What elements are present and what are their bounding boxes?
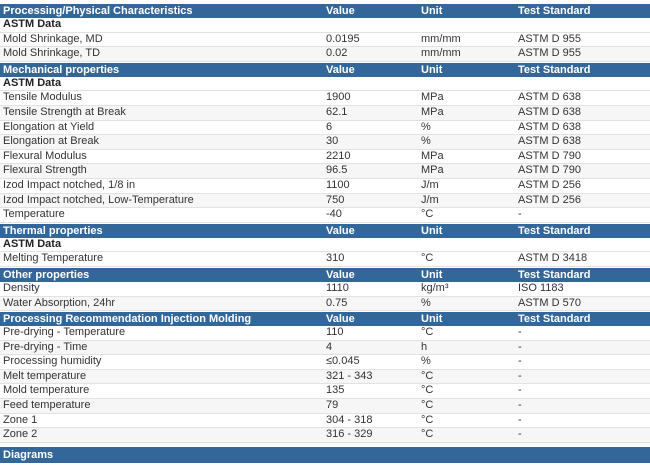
property-unit: °C (421, 369, 434, 382)
property-value: 1100 (326, 178, 350, 191)
property-name: Pre-drying - Time (3, 340, 88, 353)
property-name: Zone 1 (3, 413, 38, 426)
subheading: ASTM Data (0, 18, 650, 33)
property-unit: % (421, 135, 431, 148)
property-section (0, 311, 650, 443)
diagrams-title: Diagrams (3, 448, 54, 461)
property-unit: mm/mm (421, 32, 461, 45)
property-test-standard: ASTM D 570 (518, 296, 581, 309)
subheading: ASTM Data (0, 238, 650, 253)
property-name: Flexural Modulus (3, 149, 87, 162)
column-header-value: Value (326, 268, 355, 281)
property-test-standard: ASTM D 790 (518, 164, 581, 177)
property-name: Water Absorption, 24hr (3, 296, 116, 309)
table-row (0, 179, 650, 194)
table-row (0, 47, 650, 62)
column-header-test-standard: Test Standard (518, 313, 591, 326)
property-test-standard: - (518, 208, 522, 221)
property-unit: °C (421, 428, 434, 441)
property-section (0, 3, 650, 62)
property-unit: kg/m³ (421, 281, 449, 294)
property-test-standard: - (518, 326, 522, 339)
table-row (0, 355, 650, 370)
property-test-standard: - (518, 413, 522, 426)
property-name: Mold Shrinkage, TD (3, 47, 101, 60)
property-unit: % (421, 120, 431, 133)
property-name: Temperature (3, 208, 65, 221)
table-row (0, 370, 650, 385)
column-header-unit: Unit (421, 5, 443, 17)
column-header-value: Value (326, 224, 355, 237)
property-value: 2210 (326, 149, 351, 162)
property-test-standard: - (518, 428, 522, 441)
table-row (0, 414, 650, 429)
property-test-standard: - (518, 384, 522, 397)
table-row (0, 150, 650, 165)
property-value: -40 (326, 208, 342, 221)
property-unit: J/m (421, 178, 439, 191)
property-unit: °C (421, 384, 434, 397)
property-value: 316 - 329 (326, 428, 373, 441)
section-header (0, 62, 650, 77)
property-value: 110 (326, 326, 344, 339)
property-name: Izod Impact notched, 1/8 in (3, 178, 136, 191)
section-title: Processing Recommendation Injection Molding (3, 313, 252, 326)
property-value: 30 (326, 135, 339, 148)
property-unit: MPa (421, 105, 444, 118)
section-title: Thermal properties (3, 224, 103, 237)
property-value: 321 - 343 (326, 369, 373, 382)
property-name: Mold Shrinkage, MD (3, 32, 103, 45)
property-test-standard: ASTM D 955 (518, 47, 581, 60)
table-row (0, 194, 650, 209)
column-header-unit: Unit (421, 313, 443, 326)
table-row (0, 33, 650, 48)
property-value: 750 (326, 193, 345, 206)
property-test-standard: ASTM D 256 (518, 178, 581, 191)
section-title: Other properties (3, 268, 90, 281)
column-header-test-standard: Test Standard (518, 5, 591, 17)
property-name: Izod Impact notched, Low-Temperature (3, 193, 194, 206)
property-test-standard: ASTM D 638 (518, 135, 581, 148)
property-test-standard: ASTM D 638 (518, 120, 581, 133)
section-title: Mechanical properties (3, 63, 120, 76)
property-test-standard: ASTM D 3418 (518, 252, 588, 265)
section-header (0, 311, 650, 326)
column-header-unit: Unit (421, 268, 443, 281)
property-value: 1900 (326, 91, 351, 104)
diagrams-header[interactable] (0, 447, 650, 463)
property-name: Feed temperature (3, 399, 91, 412)
table-row (0, 297, 650, 312)
property-value: 6 (326, 120, 333, 133)
property-name: Elongation at Yield (3, 120, 95, 133)
property-test-standard: ASTM D 256 (518, 193, 581, 206)
property-value: 304 - 318 (326, 413, 373, 426)
property-value: 0.02 (326, 47, 348, 60)
property-name: Tensile Strength at Break (3, 105, 126, 118)
property-unit: % (421, 355, 431, 368)
property-unit: % (421, 296, 431, 309)
section-header (0, 3, 650, 18)
property-name: Melting Temperature (3, 252, 104, 265)
property-unit: °C (421, 399, 434, 412)
column-header-test-standard: Test Standard (518, 63, 591, 76)
property-name: Density (3, 281, 40, 294)
property-name: Flexural Strength (3, 164, 87, 177)
property-test-standard: ASTM D 638 (518, 91, 581, 104)
column-header-test-standard: Test Standard (518, 268, 591, 281)
property-name: Melt temperature (3, 369, 87, 382)
column-header-value: Value (326, 63, 355, 76)
table-row (0, 208, 650, 223)
table-row (0, 341, 650, 356)
property-test-standard: - (518, 340, 522, 353)
table-row (0, 252, 650, 267)
table-row (0, 399, 650, 414)
property-value: 4 (326, 340, 333, 353)
column-header-test-standard: Test Standard (518, 224, 591, 237)
table-row (0, 91, 650, 106)
property-unit: °C (421, 208, 434, 221)
property-section (0, 223, 650, 267)
section-header (0, 267, 650, 282)
table-row (0, 135, 650, 150)
column-header-unit: Unit (421, 63, 443, 76)
property-value: 79 (326, 399, 339, 412)
property-value: 135 (326, 384, 345, 397)
section-header (0, 223, 650, 238)
property-test-standard: ASTM D 790 (518, 149, 581, 162)
property-value: 96.5 (326, 164, 348, 177)
property-test-standard: ASTM D 638 (518, 105, 581, 118)
property-value: 0.75 (326, 296, 348, 309)
property-value: 310 (326, 252, 345, 265)
property-name: Pre-drying - Temperature (3, 326, 126, 339)
section-title: Processing/Physical Characteristics (3, 5, 193, 17)
property-section (0, 62, 650, 223)
property-name: Elongation at Break (3, 135, 100, 148)
property-unit: MPa (421, 164, 444, 177)
property-unit: MPa (421, 149, 444, 162)
table-row (0, 164, 650, 179)
property-value: 62.1 (326, 105, 348, 118)
table-row (0, 121, 650, 136)
table-row (0, 106, 650, 121)
property-unit: h (421, 340, 428, 353)
property-test-standard: - (518, 399, 522, 412)
property-test-standard: - (518, 369, 522, 382)
table-row (0, 326, 650, 341)
table-row (0, 384, 650, 399)
subheading: ASTM Data (0, 77, 650, 92)
property-unit: mm/mm (421, 47, 461, 60)
property-test-standard: ISO 1183 (518, 281, 564, 294)
property-name: Processing humidity (3, 355, 102, 368)
property-name: Tensile Modulus (3, 91, 82, 104)
property-value: ≤0.045 (326, 355, 360, 368)
property-unit: MPa (421, 91, 444, 104)
property-test-standard: - (518, 355, 522, 368)
property-name: Zone 2 (3, 428, 38, 441)
property-test-standard: ASTM D 955 (518, 32, 581, 45)
column-header-value: Value (326, 5, 355, 17)
table-row (0, 428, 650, 443)
property-section (0, 267, 650, 311)
column-header-unit: Unit (421, 224, 443, 237)
property-value: 1110 (326, 281, 349, 294)
column-header-value: Value (326, 313, 355, 326)
property-name: Mold temperature (3, 384, 90, 397)
table-row (0, 282, 650, 297)
property-unit: °C (421, 413, 434, 426)
property-unit: °C (421, 326, 434, 339)
property-value: 0.0195 (326, 32, 360, 45)
property-unit: J/m (421, 193, 439, 206)
property-unit: °C (421, 252, 434, 265)
